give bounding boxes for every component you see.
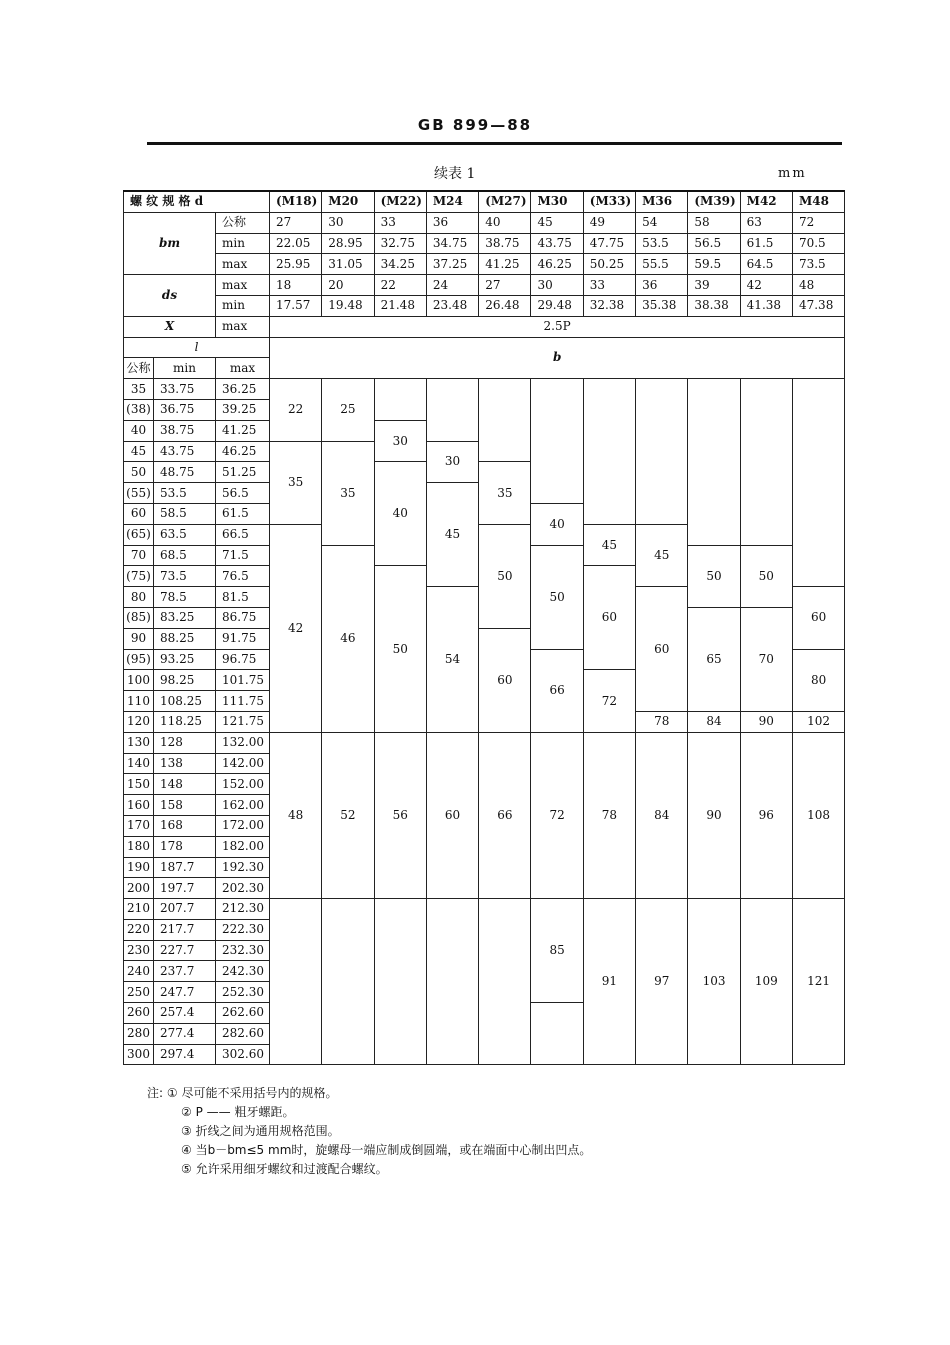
b-value-cell: 66 [479,732,531,898]
x-value: 2.5P [270,316,845,337]
b-label: b [270,337,845,379]
ds-max-cell: 30 [531,275,583,296]
ds-label: ds [124,275,216,317]
b-value-cell: 48 [270,732,322,898]
l-nominal-label: 公称 [124,358,154,379]
ds-max-label: max [216,275,270,296]
bm-max-cell: 31.05 [322,254,374,275]
ds-min-cell: 41.38 [740,295,792,316]
bm-label: bm [124,212,216,274]
l-max-label: max [216,358,270,379]
table-row [124,379,845,400]
unit-label: mm [778,166,807,181]
ds-min-cell: 21.48 [374,295,426,316]
b-value-cell: 90 [740,711,792,732]
l-max-cell: 282.60 [216,1023,270,1044]
bm-max-cell: 46.25 [531,254,583,275]
bm-nominal-cell: 72 [792,212,844,233]
l-min-cell: 78.5 [154,587,216,608]
bm-max-cell: 55.5 [636,254,688,275]
note-1: 注: ① 尽可能不采用括号内的规格。 [147,1086,338,1100]
b-value-cell: 97 [636,899,688,1065]
x-label: X [124,316,216,337]
l-min-cell: 33.75 [154,379,216,400]
b-value-cell: 80 [792,649,844,711]
b-value-cell [531,379,583,504]
size-cell: M36 [636,191,688,212]
bm-nominal-cell: 45 [531,212,583,233]
bm-max-cell: 73.5 [792,254,844,275]
l-min-cell: 277.4 [154,1023,216,1044]
bm-nominal-label: 公称 [216,212,270,233]
l-max-cell: 162.00 [216,795,270,816]
bm-max-cell: 64.5 [740,254,792,275]
l-min-cell: 88.25 [154,628,216,649]
l-max-cell: 96.75 [216,649,270,670]
b-value-cell: 30 [374,420,426,462]
size-cell: M42 [740,191,792,212]
b-value-cell: 60 [636,587,688,712]
ds-max-cell: 39 [688,275,740,296]
size-cell: (M27) [479,191,531,212]
l-min-label: min [154,358,216,379]
bm-min-cell: 32.75 [374,233,426,254]
bm-min-cell: 47.75 [583,233,635,254]
bm-min-cell: 53.5 [636,233,688,254]
b-value-cell: 60 [792,587,844,649]
b-value-cell: 46 [322,545,374,732]
size-cell: M30 [531,191,583,212]
l-nominal-cell: 40 [124,420,154,441]
b-value-cell: 70 [740,607,792,711]
bm-min-cell: 43.75 [531,233,583,254]
table-row [124,899,845,920]
b-value-cell: 54 [426,587,478,733]
l-max-cell: 76.5 [216,566,270,587]
ds-min-cell: 38.38 [688,295,740,316]
bm-max-cell: 50.25 [583,254,635,275]
l-max-cell: 36.25 [216,379,270,400]
bm-min-cell: 70.5 [792,233,844,254]
b-value-cell [740,379,792,545]
b-value-cell: 90 [688,732,740,898]
l-min-cell: 128 [154,732,216,753]
l-label: l [124,337,270,358]
ds-min-cell: 35.38 [636,295,688,316]
b-value-cell [688,379,740,545]
l-min-cell: 68.5 [154,545,216,566]
l-nominal-cell: 120 [124,711,154,732]
b-value-cell: 45 [636,524,688,586]
l-nominal-cell: 260 [124,1003,154,1024]
standard-number: GB 899—88 [417,116,533,134]
x-max-label: max [216,316,270,337]
l-max-cell: 302.60 [216,1044,270,1065]
bm-nominal-cell: 63 [740,212,792,233]
b-value-cell [426,379,478,441]
l-max-cell: 41.25 [216,420,270,441]
ds-min-cell: 47.38 [792,295,844,316]
notes [147,1084,591,1179]
bm-nominal-cell: 58 [688,212,740,233]
note-4: ④ 当b－bm≤5 mm时，旋螺母一端应制成倒圆端，或在端面中心制出凹点。 [181,1143,592,1157]
l-min-cell: 36.75 [154,399,216,420]
l-max-cell: 212.30 [216,899,270,920]
l-nominal-cell: 220 [124,919,154,940]
ds-max-cell: 27 [479,275,531,296]
l-nominal-cell: 150 [124,774,154,795]
b-value-cell: 45 [426,483,478,587]
b-value-cell [322,899,374,1065]
l-nominal-cell: 190 [124,857,154,878]
ds-max-row [124,275,845,296]
b-value-cell: 30 [426,441,478,483]
b-value-cell: 35 [270,441,322,524]
l-nominal-cell: 200 [124,878,154,899]
b-value-cell: 109 [740,899,792,1065]
l-min-cell: 43.75 [154,441,216,462]
l-max-cell: 56.5 [216,483,270,504]
bm-max-cell: 59.5 [688,254,740,275]
l-max-cell: 61.5 [216,503,270,524]
l-max-cell: 101.75 [216,670,270,691]
note-5: ⑤ 允许采用细牙螺纹和过渡配合螺纹。 [181,1162,388,1176]
l-max-cell: 152.00 [216,774,270,795]
l-min-cell: 227.7 [154,940,216,961]
b-value-cell [531,1003,583,1065]
b-value-cell: 108 [792,732,844,898]
ds-max-cell: 48 [792,275,844,296]
bm-min-row [124,233,845,254]
l-nominal-cell: 90 [124,628,154,649]
bm-nominal-cell: 30 [322,212,374,233]
l-min-cell: 217.7 [154,919,216,940]
b-value-cell: 85 [531,899,583,1003]
l-min-cell: 83.25 [154,607,216,628]
bm-nominal-cell: 36 [426,212,478,233]
ds-min-row [124,295,845,316]
l-min-cell: 48.75 [154,462,216,483]
l-nominal-cell: (65) [124,524,154,545]
thread-size-label: 螺 纹 规 格 d [124,191,270,212]
b-value-cell [426,899,478,1065]
b-value-cell: 78 [636,711,688,732]
b-value-cell: 72 [531,732,583,898]
ds-max-cell: 18 [270,275,322,296]
size-cell: (M33) [583,191,635,212]
b-value-cell: 84 [688,711,740,732]
b-value-cell: 50 [740,545,792,607]
l-max-cell: 252.30 [216,982,270,1003]
l-max-cell: 71.5 [216,545,270,566]
bm-max-cell: 41.25 [479,254,531,275]
ds-max-cell: 33 [583,275,635,296]
l-nominal-cell: 60 [124,503,154,524]
b-value-cell: 42 [270,524,322,732]
l-min-cell: 187.7 [154,857,216,878]
bm-nominal-cell: 27 [270,212,322,233]
dimension-table [123,190,845,1065]
bm-nominal-cell: 40 [479,212,531,233]
b-value-cell: 25 [322,379,374,441]
l-nominal-cell: 280 [124,1023,154,1044]
l-nominal-cell: (55) [124,483,154,504]
b-value-cell: 66 [531,649,583,732]
l-min-cell: 207.7 [154,899,216,920]
bm-nominal-cell: 54 [636,212,688,233]
l-max-cell: 66.5 [216,524,270,545]
l-max-cell: 232.30 [216,940,270,961]
b-value-cell [270,899,322,1065]
l-nominal-cell: 35 [124,379,154,400]
l-nominal-cell: (38) [124,399,154,420]
size-cell: (M39) [688,191,740,212]
bm-nominal-cell: 33 [374,212,426,233]
ds-max-cell: 22 [374,275,426,296]
l-max-cell: 91.75 [216,628,270,649]
bm-min-cell: 22.05 [270,233,322,254]
l-max-cell: 39.25 [216,399,270,420]
header-rule [147,142,842,145]
bm-min-cell: 28.95 [322,233,374,254]
b-value-cell: 35 [479,462,531,524]
b-value-cell: 22 [270,379,322,441]
ds-min-cell: 17.57 [270,295,322,316]
l-nominal-cell: (95) [124,649,154,670]
b-value-cell: 50 [688,545,740,607]
l-nominal-cell: (75) [124,566,154,587]
l-label-row [124,337,845,358]
l-nominal-cell: 80 [124,587,154,608]
l-min-cell: 197.7 [154,878,216,899]
ds-max-cell: 42 [740,275,792,296]
b-value-cell: 40 [374,462,426,566]
l-nominal-cell: 70 [124,545,154,566]
l-max-cell: 142.00 [216,753,270,774]
l-nominal-cell: 210 [124,899,154,920]
b-value-cell: 50 [479,524,531,628]
l-max-cell: 202.30 [216,878,270,899]
notes-label: 注: [147,1086,164,1100]
b-value-cell: 52 [322,732,374,898]
l-nominal-cell: 100 [124,670,154,691]
l-min-cell: 63.5 [154,524,216,545]
bm-nominal-row [124,212,845,233]
l-min-cell: 118.25 [154,711,216,732]
thread-size-row [124,191,845,212]
l-max-cell: 242.30 [216,961,270,982]
b-value-cell: 121 [792,899,844,1065]
l-min-cell: 108.25 [154,691,216,712]
l-nominal-cell: 230 [124,940,154,961]
b-value-cell: 60 [583,566,635,670]
bm-min-cell: 38.75 [479,233,531,254]
l-max-cell: 81.5 [216,587,270,608]
b-value-cell [636,379,688,525]
b-value-cell [583,379,635,525]
l-max-cell: 121.75 [216,711,270,732]
table-body [124,191,845,1065]
l-max-cell: 222.30 [216,919,270,940]
ds-min-label: min [216,295,270,316]
b-value-cell: 60 [426,732,478,898]
l-max-cell: 51.25 [216,462,270,483]
bm-max-cell: 25.95 [270,254,322,275]
l-nominal-cell: 180 [124,836,154,857]
b-value-cell [374,899,426,1065]
l-min-cell: 148 [154,774,216,795]
bm-max-row [124,254,845,275]
size-cell: M48 [792,191,844,212]
b-value-cell: 40 [531,503,583,545]
b-value-cell: 45 [583,524,635,566]
l-min-cell: 98.25 [154,670,216,691]
l-nominal-cell: 140 [124,753,154,774]
b-value-cell [374,379,426,421]
l-nominal-cell: 250 [124,982,154,1003]
b-value-cell: 50 [531,545,583,649]
ds-min-cell: 29.48 [531,295,583,316]
b-value-cell [479,379,531,462]
l-max-cell: 262.60 [216,1003,270,1024]
l-max-cell: 182.00 [216,836,270,857]
l-max-cell: 86.75 [216,607,270,628]
l-nominal-cell: 300 [124,1044,154,1065]
ds-min-cell: 19.48 [322,295,374,316]
l-max-cell: 111.75 [216,691,270,712]
l-nominal-cell: (85) [124,607,154,628]
bm-min-cell: 61.5 [740,233,792,254]
b-value-cell: 96 [740,732,792,898]
b-value-cell: 91 [583,899,635,1065]
b-value-cell: 35 [322,441,374,545]
size-cell: M24 [426,191,478,212]
table-caption: 续表 1 [434,166,476,182]
table-row [124,732,845,753]
b-value-cell: 65 [688,607,740,711]
l-min-cell: 93.25 [154,649,216,670]
l-min-cell: 257.4 [154,1003,216,1024]
l-nominal-cell: 170 [124,815,154,836]
size-cell: M20 [322,191,374,212]
b-value-cell: 103 [688,899,740,1065]
size-cell: (M18) [270,191,322,212]
b-value-cell: 72 [583,670,635,732]
bm-nominal-cell: 49 [583,212,635,233]
l-min-cell: 297.4 [154,1044,216,1065]
ds-min-cell: 32.38 [583,295,635,316]
b-value-cell: 50 [374,566,426,732]
l-max-cell: 172.00 [216,815,270,836]
l-nominal-cell: 160 [124,795,154,816]
l-min-cell: 138 [154,753,216,774]
l-min-cell: 58.5 [154,503,216,524]
b-value-cell: 84 [636,732,688,898]
ds-min-cell: 26.48 [479,295,531,316]
l-min-cell: 168 [154,815,216,836]
ds-max-cell: 24 [426,275,478,296]
l-min-cell: 247.7 [154,982,216,1003]
l-nominal-cell: 240 [124,961,154,982]
l-max-cell: 46.25 [216,441,270,462]
b-value-cell: 102 [792,711,844,732]
size-cell: (M22) [374,191,426,212]
b-value-cell: 78 [583,732,635,898]
b-value-cell [479,899,531,1065]
ds-max-cell: 36 [636,275,688,296]
bm-max-label: max [216,254,270,275]
bm-min-cell: 34.75 [426,233,478,254]
l-max-cell: 192.30 [216,857,270,878]
l-min-cell: 237.7 [154,961,216,982]
b-value-cell: 56 [374,732,426,898]
x-row [124,316,845,337]
note-2: ② P —— 粗牙螺距。 [181,1105,295,1119]
l-nominal-cell: 50 [124,462,154,483]
bm-max-cell: 37.25 [426,254,478,275]
l-min-cell: 38.75 [154,420,216,441]
bm-min-label: min [216,233,270,254]
l-nominal-cell: 45 [124,441,154,462]
ds-min-cell: 23.48 [426,295,478,316]
l-nominal-cell: 130 [124,732,154,753]
l-min-cell: 73.5 [154,566,216,587]
l-nominal-cell: 110 [124,691,154,712]
b-value-cell: 60 [479,628,531,732]
l-max-cell: 132.00 [216,732,270,753]
b-value-cell [792,379,844,587]
l-min-cell: 178 [154,836,216,857]
ds-max-cell: 20 [322,275,374,296]
l-min-cell: 53.5 [154,483,216,504]
bm-min-cell: 56.5 [688,233,740,254]
l-min-cell: 158 [154,795,216,816]
bm-max-cell: 34.25 [374,254,426,275]
note-3: ③ 折线之间为通用规格范围。 [181,1124,340,1138]
